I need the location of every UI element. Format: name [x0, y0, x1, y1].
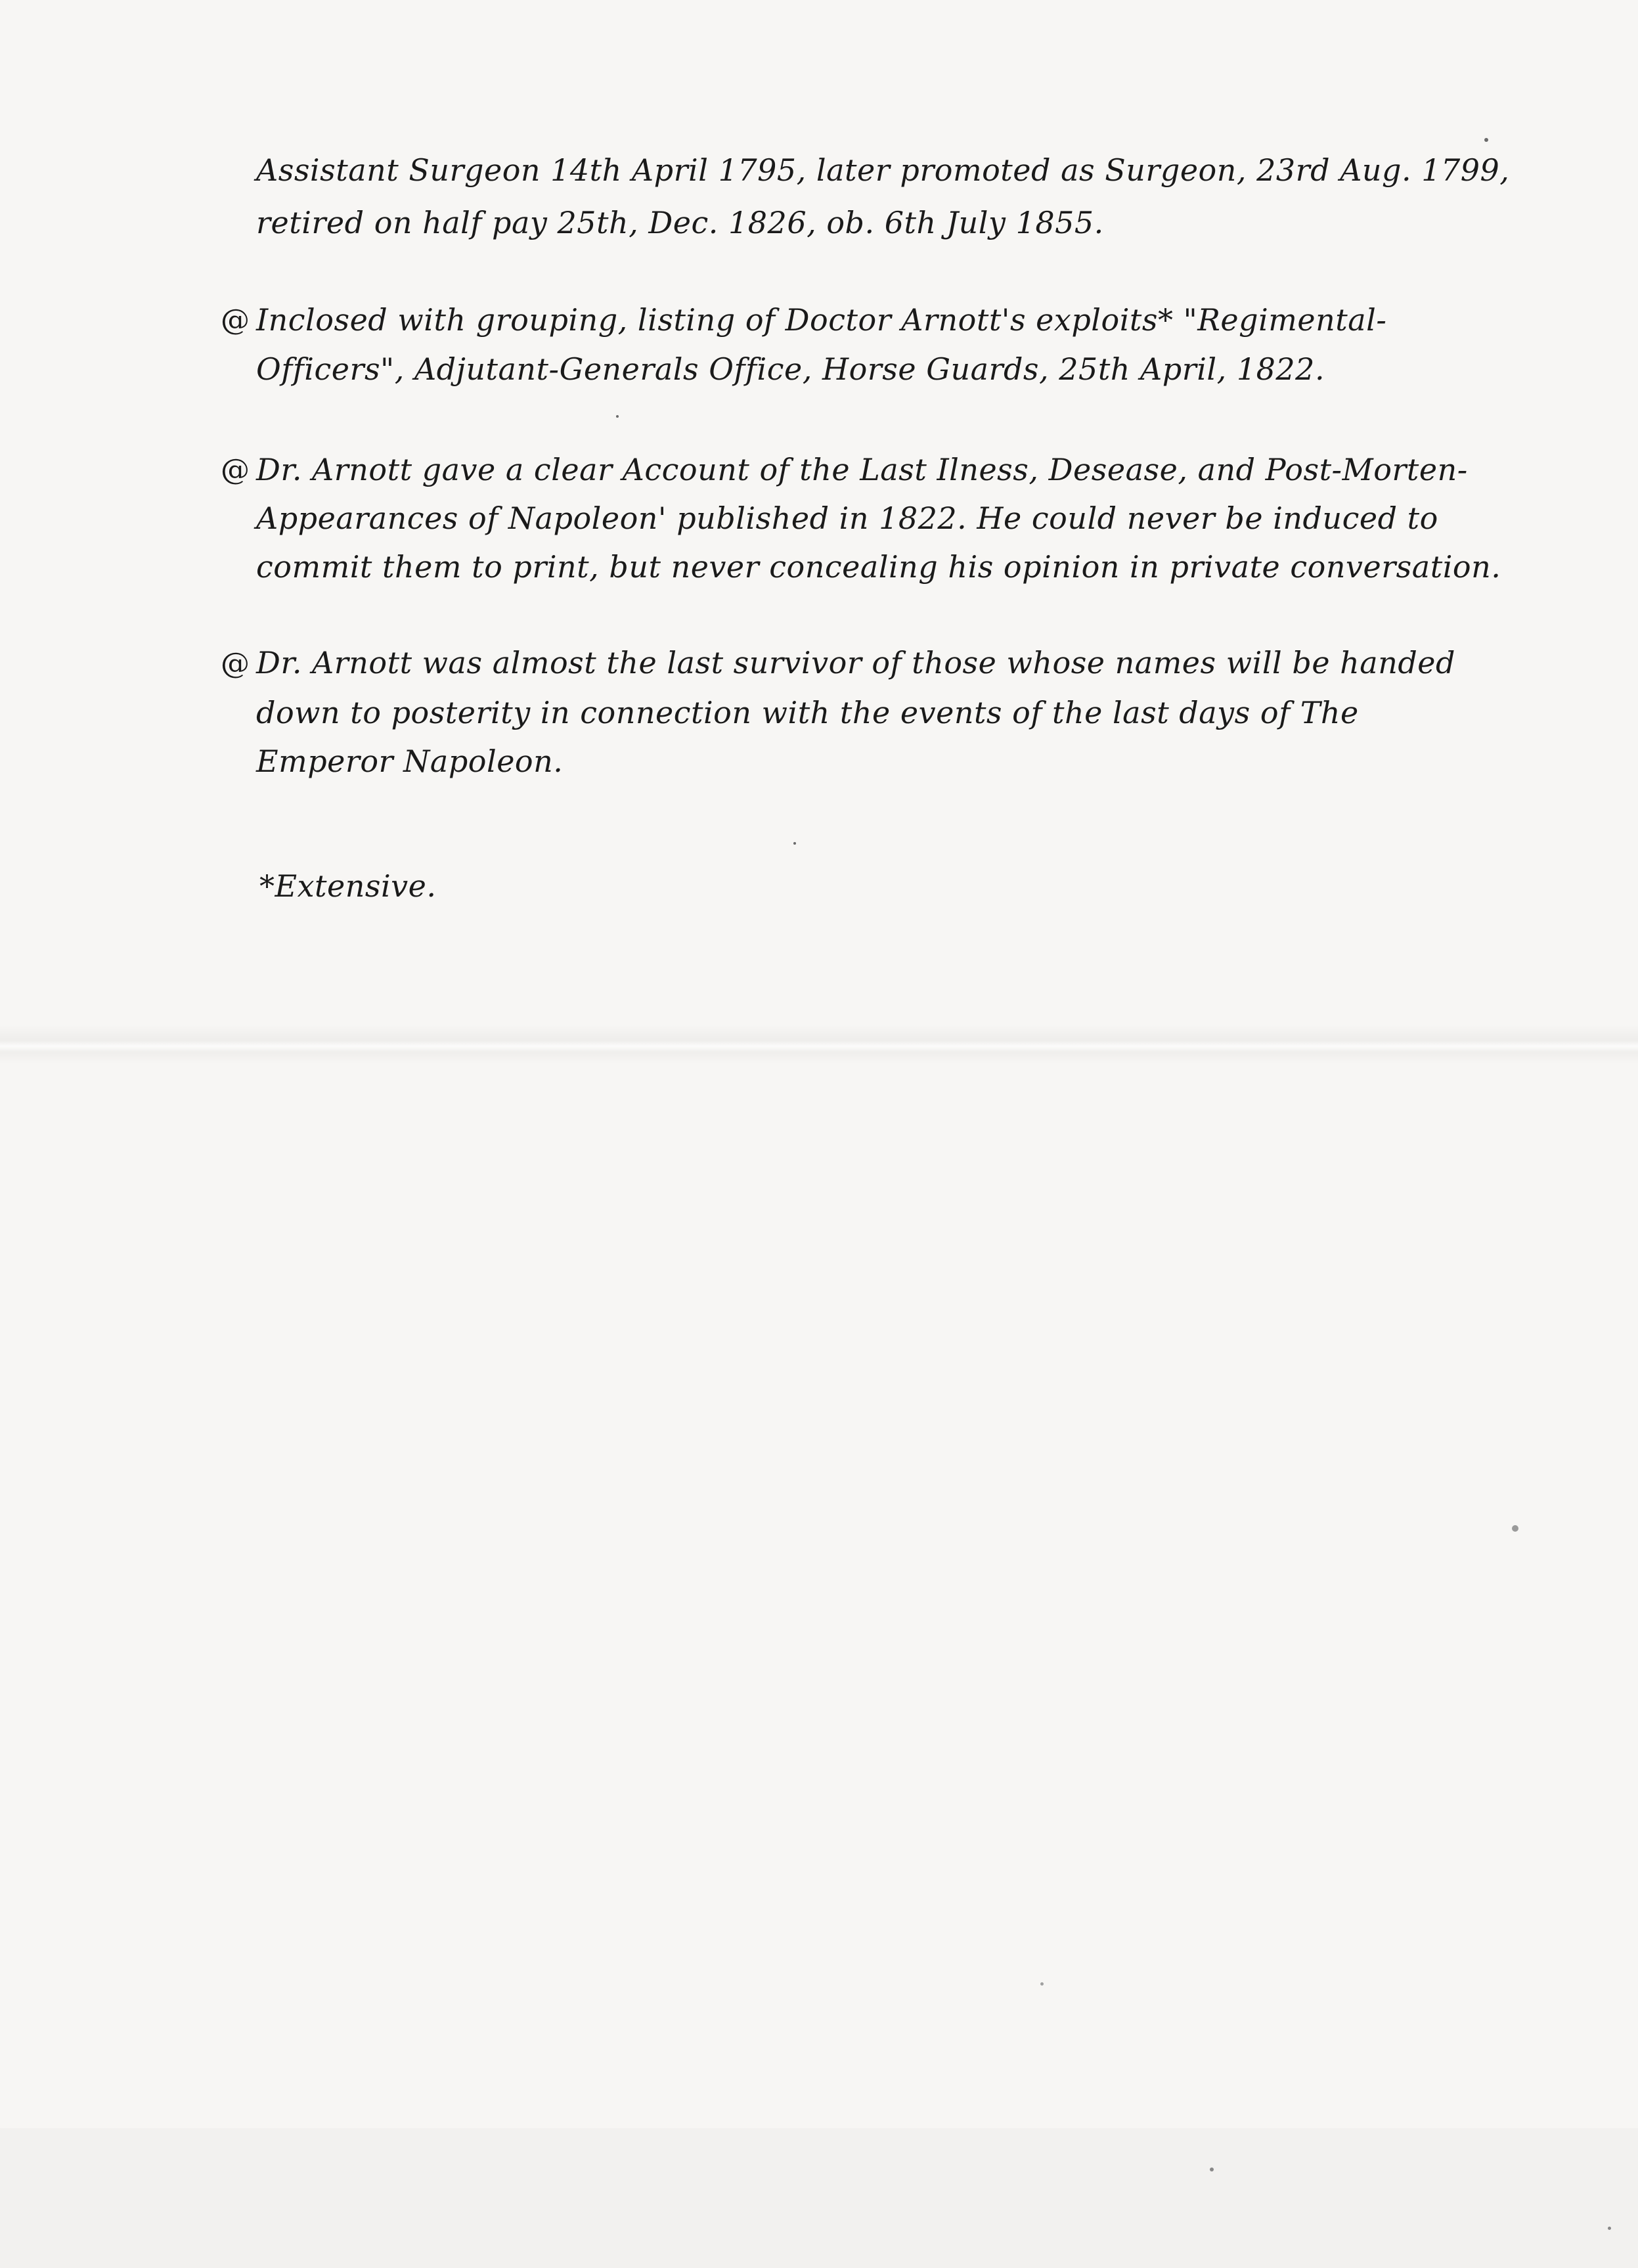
paper-speck [793, 842, 796, 845]
paper-speck [616, 415, 619, 418]
paragraph-2-line-2: Appearances of Napoleon' published in 1822. He could never be induced to [256, 500, 1438, 536]
paragraph-3-line-1: Dr. Arnott was almost the last survivor of those whose names will be handed [256, 645, 1455, 680]
paragraph-2-line-1: Dr. Arnott gave a clear Account of the Last Ilness, Desease, and Post-Morten- [256, 452, 1468, 487]
paper-speck [1040, 1982, 1044, 1986]
paper-speck [1484, 138, 1488, 142]
paper-fold-crease [0, 1025, 1638, 1064]
paragraph-3-bullet: @ [221, 647, 250, 680]
paper-speck [1512, 1525, 1518, 1532]
paragraph-1-line-1: Inclosed with grouping, listing of Doctor Arnott's exploits* "Regimental- [256, 302, 1387, 338]
scanner-speck [1210, 2168, 1214, 2171]
footnote: *Extensive. [259, 868, 437, 904]
paragraph-2-bullet: @ [221, 453, 250, 487]
paragraph-1-line-2: Officers", Adjutant-Generals Office, Horse Guards, 25th April, 1822. [256, 351, 1325, 387]
intro-line-1: Assistant Surgeon 14th April 1795, later promoted as Surgeon, 23rd Aug. 1799, [256, 152, 1510, 188]
paragraph-1-bullet: @ [221, 303, 250, 337]
paragraph-3-line-3: Emperor Napoleon. [256, 744, 564, 779]
scanner-background [0, 2128, 1638, 2268]
paragraph-2-line-3: commit them to print, but never concealing his opinion in private conversation. [256, 549, 1501, 585]
intro-line-2: retired on half pay 25th, Dec. 1826, ob. 6th July 1855. [256, 205, 1104, 240]
paragraph-3-line-2: down to posterity in connection with the events of the last days of The [256, 695, 1359, 730]
scanner-speck [1608, 2227, 1611, 2230]
